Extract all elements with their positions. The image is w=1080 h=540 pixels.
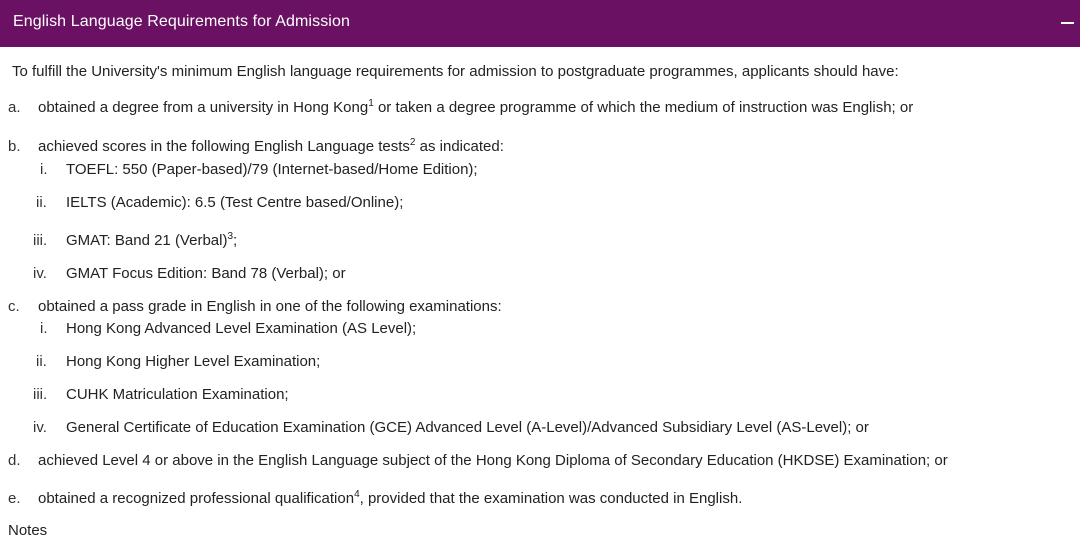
sub-marker: iii. — [33, 232, 48, 249]
item-text: achieved scores in the following English Language tests — [38, 138, 410, 155]
item-text-after: , provided that the examination was conducted in English. — [359, 490, 743, 507]
list-item-e — [38, 490, 742, 508]
sub-marker: iii. — [33, 386, 48, 403]
list-marker: c. — [8, 298, 20, 315]
sub-marker: i. — [40, 320, 48, 337]
sub-marker: iv. — [33, 265, 47, 282]
item-text-after: or taken a degree programme of which the medium of instruction was English; or — [373, 99, 914, 116]
intro-text: To fulfill the University's minimum English language requirements for admission to postgraduate programmes, applicants should have: — [12, 63, 899, 80]
item-text: obtained a degree from a university in Hong Kong — [38, 99, 369, 116]
sub-item-toefl: TOEFL: 550 (Paper-based)/79 (Internet-based/Home Edition); — [66, 161, 478, 178]
footnote-ref-1[interactable]: 1 — [368, 98, 374, 109]
sub-marker: ii. — [36, 194, 47, 211]
list-item-b — [38, 138, 504, 156]
sub-item-gce: General Certificate of Education Examination (GCE) Advanced Level (A-Level)/Advanced Subsidiary Level (AS-Level); or — [66, 419, 869, 436]
list-marker: d. — [8, 452, 21, 469]
sub-marker: iv. — [33, 419, 47, 436]
item-text-after: as indicated: — [415, 138, 504, 155]
list-item-d: achieved Level 4 or above in the English Language subject of the Hong Kong Diploma of Secondary Education (HKDSE) Examination; or — [38, 452, 948, 469]
footnote-ref-2[interactable]: 2 — [409, 137, 416, 148]
sub-item-ielts: IELTS (Academic): 6.5 (Test Centre based/Online); — [66, 194, 404, 211]
list-item-a — [38, 99, 913, 117]
sub-item-higher-level: Hong Kong Higher Level Examination; — [66, 353, 321, 370]
item-text: GMAT: Band 21 (Verbal) — [66, 232, 228, 249]
footnote-ref-3[interactable]: 3 — [227, 231, 234, 242]
sub-item-gmat-focus: GMAT Focus Edition: Band 78 (Verbal); or — [66, 265, 346, 282]
list-marker: b. — [8, 138, 21, 155]
footnote-ref-4[interactable]: 4 — [354, 489, 360, 500]
sub-marker: i. — [40, 161, 48, 178]
notes-heading-cut: Notes — [8, 522, 48, 539]
list-marker: e. — [8, 490, 21, 507]
item-text: obtained a recognized professional qualification — [38, 490, 355, 507]
collapse-icon[interactable] — [1061, 22, 1074, 24]
section-header[interactable] — [0, 0, 1080, 47]
sub-item-gmat — [66, 232, 237, 250]
item-text-after: ; — [233, 232, 238, 249]
sub-item-cuhk: CUHK Matriculation Examination; — [66, 386, 289, 403]
sub-item-as-level: Hong Kong Advanced Level Examination (AS Level); — [66, 320, 417, 337]
section-title: English Language Requirements for Admission — [13, 13, 350, 30]
list-marker: a. — [8, 99, 21, 116]
list-item-c: obtained a pass grade in English in one of the following examinations: — [38, 298, 502, 315]
sub-marker: ii. — [36, 353, 47, 370]
